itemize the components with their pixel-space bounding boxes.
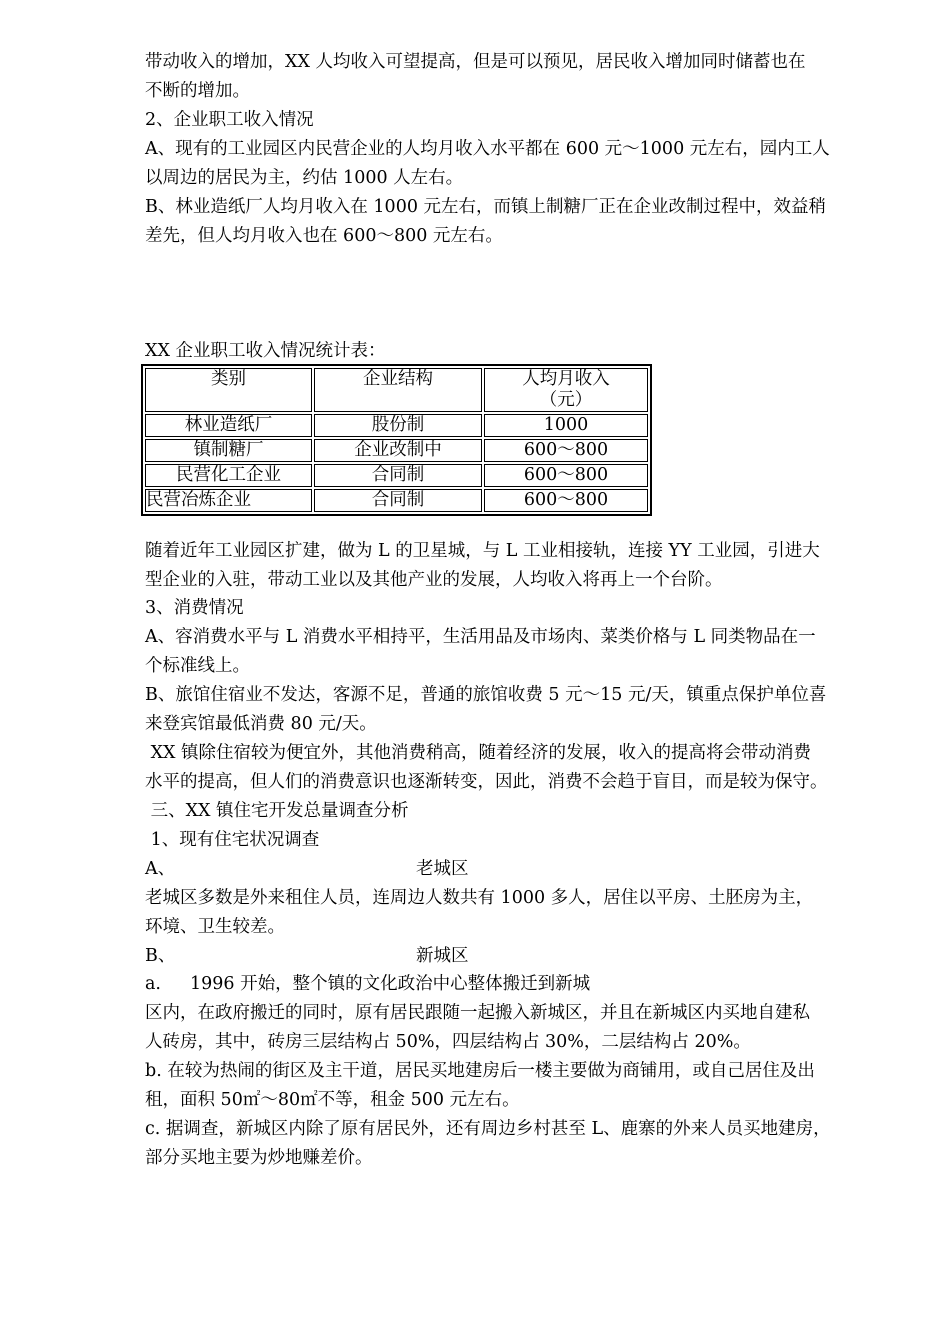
table-cell: 企业改制中 xyxy=(314,439,482,462)
subsection-heading: 1、现有住宅状况调查 xyxy=(145,830,320,850)
paragraph-line: b. 在较为热闹的街区及主干道，居民买地建房后一楼主要做为商铺用，或自己居住及出 xyxy=(145,1061,815,1081)
header-cell: 企业结构 xyxy=(314,368,482,412)
table-row xyxy=(145,489,648,512)
table-cell: 600～800 xyxy=(484,489,648,512)
section-a-title: 老城区 xyxy=(416,859,469,879)
table-cell: 600～800 xyxy=(484,464,648,487)
paragraph-line: 差先，但人均月收入也在 600～800 元左右。 xyxy=(145,226,503,246)
table-cell: 股份制 xyxy=(314,414,482,437)
paragraph-line: 租，面积 50㎡～80㎡不等，租金 500 元左右。 xyxy=(145,1090,520,1110)
paragraph-line: 带动收入的增加，XX 人均收入可望提高，但是可以预见，居民收入增加同时储蓄也在 xyxy=(145,52,806,72)
table-row xyxy=(145,414,648,437)
table-cell: 1000 xyxy=(484,414,648,437)
header-cell: 类别 xyxy=(145,368,312,412)
section-a-label: A、 xyxy=(145,859,176,879)
paragraph-line: 人砖房，其中，砖房三层结构占 50%，四层结构占 30%，二层结构占 20%。 xyxy=(145,1032,751,1052)
paragraph-line: A、容消费水平与 L 消费水平相持平，生活用品及市场肉、菜类价格与 L 同类物品在一 xyxy=(145,627,816,647)
table-cell: 林业造纸厂 xyxy=(145,414,312,437)
paragraph-line: c. 据调查，新城区内除了原有居民外，还有周边乡村甚至 L、鹿寨的外来人员买地建房， xyxy=(145,1119,831,1139)
header-cell-line: （元） xyxy=(539,390,593,410)
paragraph-line: 区内，在政府搬迁的同时，原有居民跟随一起搬入新城区，并且在新城区内买地自建私 xyxy=(145,1003,810,1023)
table-cell: 合同制 xyxy=(314,489,482,512)
paragraph-line: 个标准线上。 xyxy=(145,656,250,676)
section-b-title: 新城区 xyxy=(416,946,469,966)
paragraph-line: B、林业造纸厂人均月收入在 1000 元左右，而镇上制糖厂正在企业改制过程中，效益稍 xyxy=(145,197,827,217)
income-table xyxy=(141,364,652,516)
table-cell: 合同制 xyxy=(314,464,482,487)
section-heading: 2、企业职工收入情况 xyxy=(145,110,314,130)
paragraph-line: A、现有的工业园区内民营企业的人均月收入水平都在 600 元～1000 元左右，园内工人 xyxy=(145,139,830,159)
header-cell xyxy=(484,368,648,412)
item-a-text: 1996 开始，整个镇的文化政治中心整体搬迁到新城 xyxy=(190,974,591,994)
section-heading: 3、消费情况 xyxy=(145,598,244,618)
header-cell-line: 人均月收入 xyxy=(522,369,610,389)
table-row xyxy=(145,439,648,462)
paragraph-line: 以周边的居民为主，约估 1000 人左右。 xyxy=(145,168,464,188)
table-cell: 民营化工企业 xyxy=(145,464,312,487)
section-b-label: B、 xyxy=(145,946,176,966)
table-row xyxy=(145,464,648,487)
paragraph-line: 水平的提高，但人们的消费意识也逐渐转变，因此，消费不会趋于盲目，而是较为保守。 xyxy=(145,772,828,792)
paragraph-line: 老城区多数是外来租住人员，连周边人数共有 1000 多人，居住以平房、土胚房为主， xyxy=(145,888,814,908)
paragraph-line: 不断的增加。 xyxy=(145,81,250,101)
table-cell: 镇制糖厂 xyxy=(145,439,312,462)
paragraph-line: 来登宾馆最低消费 80 元/天。 xyxy=(145,714,377,734)
paragraph-line: 环境、卫生较差。 xyxy=(145,917,285,937)
paragraph-line: 部分买地主要为炒地赚差价。 xyxy=(145,1148,373,1168)
table-cell: 600～800 xyxy=(484,439,648,462)
table-header-row xyxy=(145,368,648,412)
table-caption: XX 企业职工收入情况统计表： xyxy=(145,341,386,361)
item-a-label: a. xyxy=(145,974,161,994)
paragraph-line: B、旅馆住宿业不发达，客源不足，普通的旅馆收费 5 元～15 元/天，镇重点保护单位喜 xyxy=(145,685,827,705)
table-cell: 民营冶炼企业 xyxy=(145,489,312,512)
paragraph-line: 型企业的入驻，带动工业以及其他产业的发展，人均收入将再上一个台阶。 xyxy=(145,570,723,590)
paragraph-line: XX 镇除住宿较为便宜外，其他消费稍高，随着经济的发展，收入的提高将会带动消费 xyxy=(145,743,812,763)
section-heading: 三、XX 镇住宅开发总量调查分析 xyxy=(145,801,409,821)
paragraph-line: 随着近年工业园区扩建，做为 L 的卫星城，与 L 工业相接轨，连接 YY 工业园，引进大 xyxy=(145,541,820,561)
